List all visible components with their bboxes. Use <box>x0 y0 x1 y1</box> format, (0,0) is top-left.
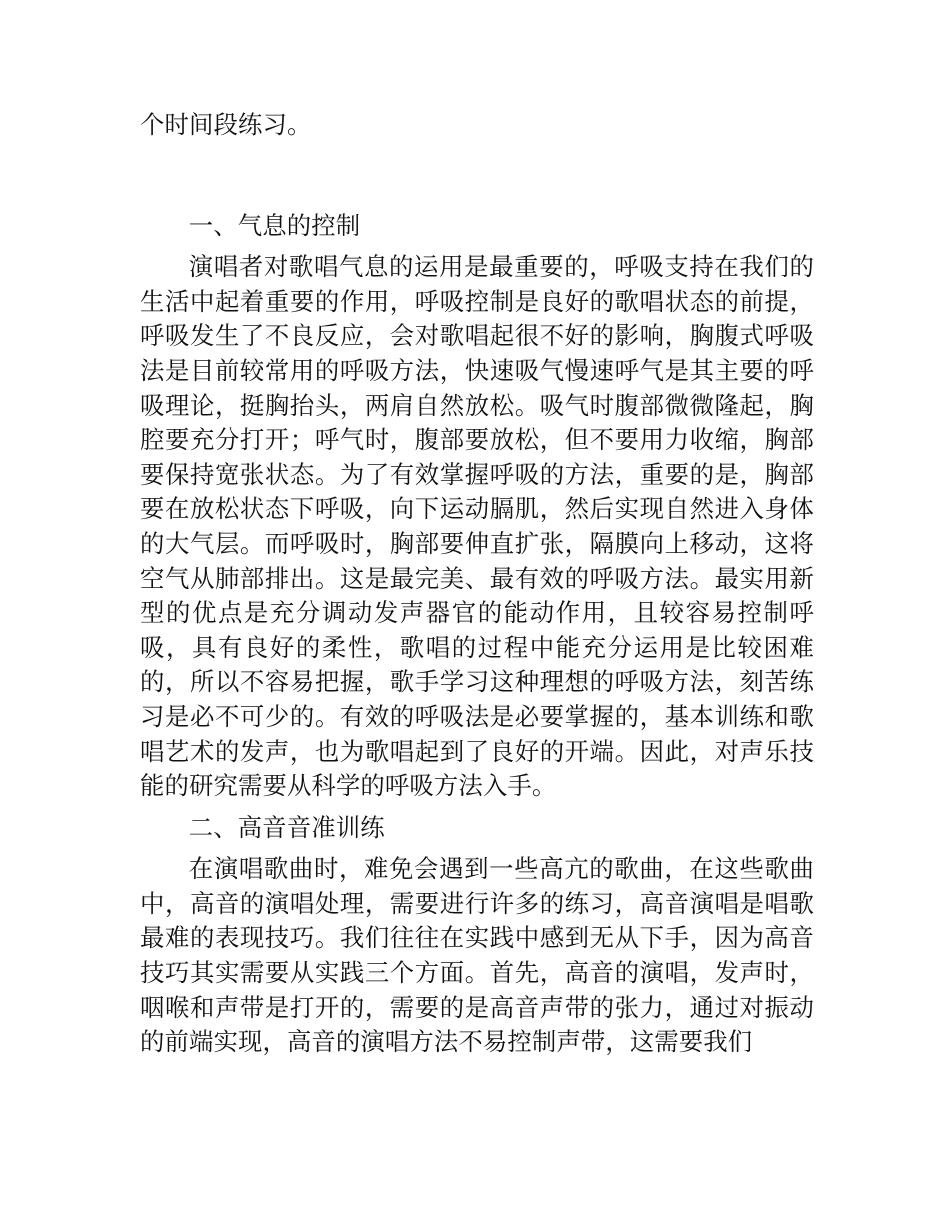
continuation-text: 个时间段练习。 <box>140 110 312 139</box>
heading-spacer <box>140 845 814 852</box>
section-heading-high-pitch-training: 二、高音音准训练 <box>188 812 385 842</box>
section-spacer <box>140 143 814 209</box>
heading-spacer <box>140 243 814 250</box>
paragraph-breath-control: 演唱者对歌唱气息的运用是最重要的，呼吸支持在我们的生活中起着重要的作用，呼吸控制是良好的歌唱状态的前提，呼吸发生了不良反应，会对歌唱起很不好的影响，胸腹式呼吸法是目前较常用的呼吸方法，快速吸气慢速呼气是其主要的呼吸理论，挺胸抬头，两肩自然放松。吸气时腹部微微隆起，胸腔要充分打开；呼气时，腹部要放松，但不要用力收缩，胸部要保持宽张状态。为了有效掌握呼吸的方法，重要的是，胸部要在放松状态下呼吸，向下运动膈肌，然后实现自然进入身体的大气层。而呼吸时，胸部要伸直扩张，隔膜向上移动，这将空气从肺部排出。这是最完美、最有效的呼吸方法。最实用新型的优点是充分调动发声器官的能动作用，且较容易控制呼吸，具有良好的柔性，歌唱的过程中能充分运用是比较困难的，所以不容易把握，歌手学习这种理想的呼吸方法，刻苦练习是必不可少的。有效的呼吸法是必要掌握的，基本训练和歌唱艺术的发声，也为歌唱起到了良好的开端。因此，对声乐技能的研究需要从科学的呼吸方法入手。 <box>140 252 814 801</box>
document-body <box>140 108 814 1060</box>
paragraph-spacer <box>140 804 814 811</box>
section-heading-breath-control: 一、气息的控制 <box>188 210 361 240</box>
paragraph-high-pitch-training: 在演唱歌曲时，难免会遇到一些高亢的歌曲，在这些歌曲中，高音的演唱处理，需要进行许多的练习，高音演唱是唱歌最难的表现技巧。我们往往在实践中感到无从下手，因为高音技巧其实需要从实践三个方面。首先，高音的演唱，发声时，咽喉和声带是打开的，需要的是高音声带的张力，通过对振动的前端实现，高音的演唱方法不易控制声带，这需要我们 <box>140 854 814 1057</box>
